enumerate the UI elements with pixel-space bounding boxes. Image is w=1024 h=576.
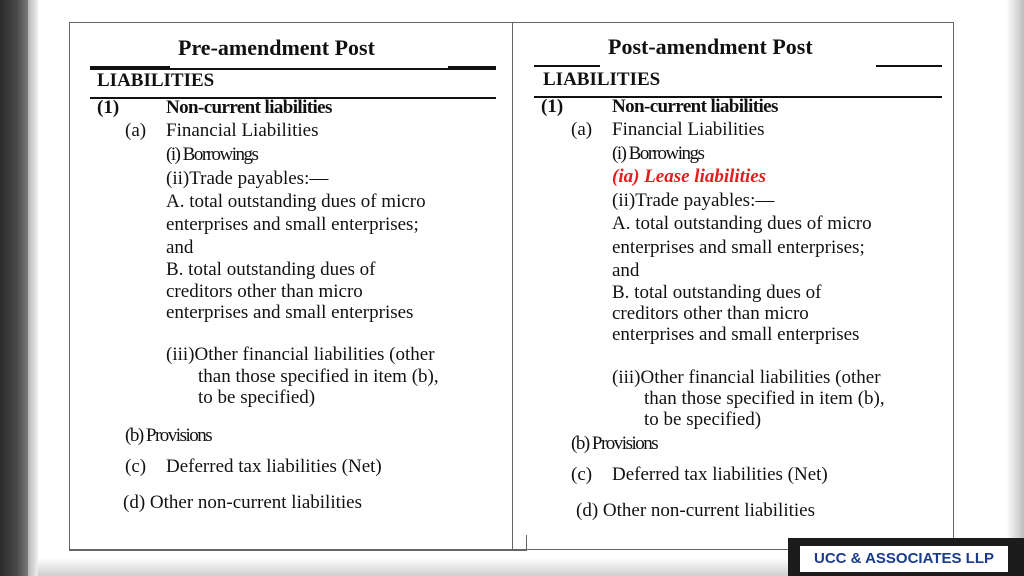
left-decor-bar — [0, 0, 28, 576]
pre-item-number: (1) — [97, 97, 120, 118]
pre-B-line3: enterprises and small enterprises — [166, 302, 414, 323]
pre-d-text: (d) Other non-current liabilities — [123, 492, 363, 513]
post-header: Post-amendment Post — [608, 34, 813, 59]
post-i-text: (i) Borrowings — [612, 143, 704, 164]
pre-c-text: Deferred tax liabilities (Net) — [166, 456, 382, 477]
post-B-line1: B. total outstanding dues of — [612, 282, 822, 303]
pre-A-line3: and — [166, 237, 194, 258]
pre-header: Pre-amendment Post — [178, 35, 375, 60]
post-ii-text: (ii)Trade payables:— — [612, 190, 775, 211]
pre-A-line2: enterprises and small enterprises; — [166, 214, 419, 235]
post-iii-line2: than those specified in item (b), — [644, 388, 885, 409]
post-ia-text: (ia) Lease liabilities — [612, 166, 767, 187]
left-decor-highlight — [28, 0, 38, 576]
brand-name: UCC & ASSOCIATES LLP — [800, 546, 1008, 572]
post-section-title: LIABILITIES — [543, 69, 661, 90]
right-shadow — [1006, 0, 1024, 576]
pre-c-label: (c) — [125, 456, 147, 477]
post-subsection: Non-current liabilities — [612, 96, 778, 117]
post-A-line1: A. total outstanding dues of micro — [612, 213, 872, 234]
pre-ii-text: (ii)Trade payables:— — [166, 168, 329, 189]
pre-b-text: (b) Provisions — [125, 425, 212, 446]
post-d-text: (d) Other non-current liabilities — [576, 500, 816, 521]
pre-section-title: LIABILITIES — [97, 70, 215, 91]
pre-subsection: Non-current liabilities — [166, 97, 332, 118]
post-B-line3: enterprises and small enterprises — [612, 324, 860, 345]
post-a-label: (a) — [571, 119, 593, 140]
post-c-label: (c) — [571, 464, 593, 485]
column-divider — [512, 22, 513, 550]
post-iii-line1: (iii)Other financial liabilities (other — [612, 367, 881, 388]
pre-iii-line2: than those specified in item (b), — [198, 366, 439, 387]
pre-a-label: (a) — [125, 120, 147, 141]
table-bottom-line — [69, 550, 526, 551]
pre-iii-line1: (iii)Other financial liabilities (other — [166, 344, 435, 365]
post-A-line3: and — [612, 260, 640, 281]
pre-B-line2: creditors other than micro — [166, 281, 363, 302]
post-b-text: (b) Provisions — [571, 433, 658, 454]
post-c-text: Deferred tax liabilities (Net) — [612, 464, 828, 485]
pre-a-text: Financial Liabilities — [166, 120, 319, 141]
pre-i-text: (i) Borrowings — [166, 144, 258, 165]
post-A-line2: enterprises and small enterprises; — [612, 237, 865, 258]
header-underline-right-a — [534, 65, 600, 67]
header-underline-right-b — [876, 65, 942, 67]
pre-iii-line3: to be specified) — [198, 387, 316, 408]
post-a-text: Financial Liabilities — [612, 119, 765, 140]
post-B-line2: creditors other than micro — [612, 303, 809, 324]
post-iii-line3: to be specified) — [644, 409, 762, 430]
pre-B-line1: B. total outstanding dues of — [166, 259, 376, 280]
pre-A-line1: A. total outstanding dues of micro — [166, 191, 426, 212]
column-divider-tail — [526, 535, 527, 551]
post-item-number: (1) — [541, 96, 564, 117]
